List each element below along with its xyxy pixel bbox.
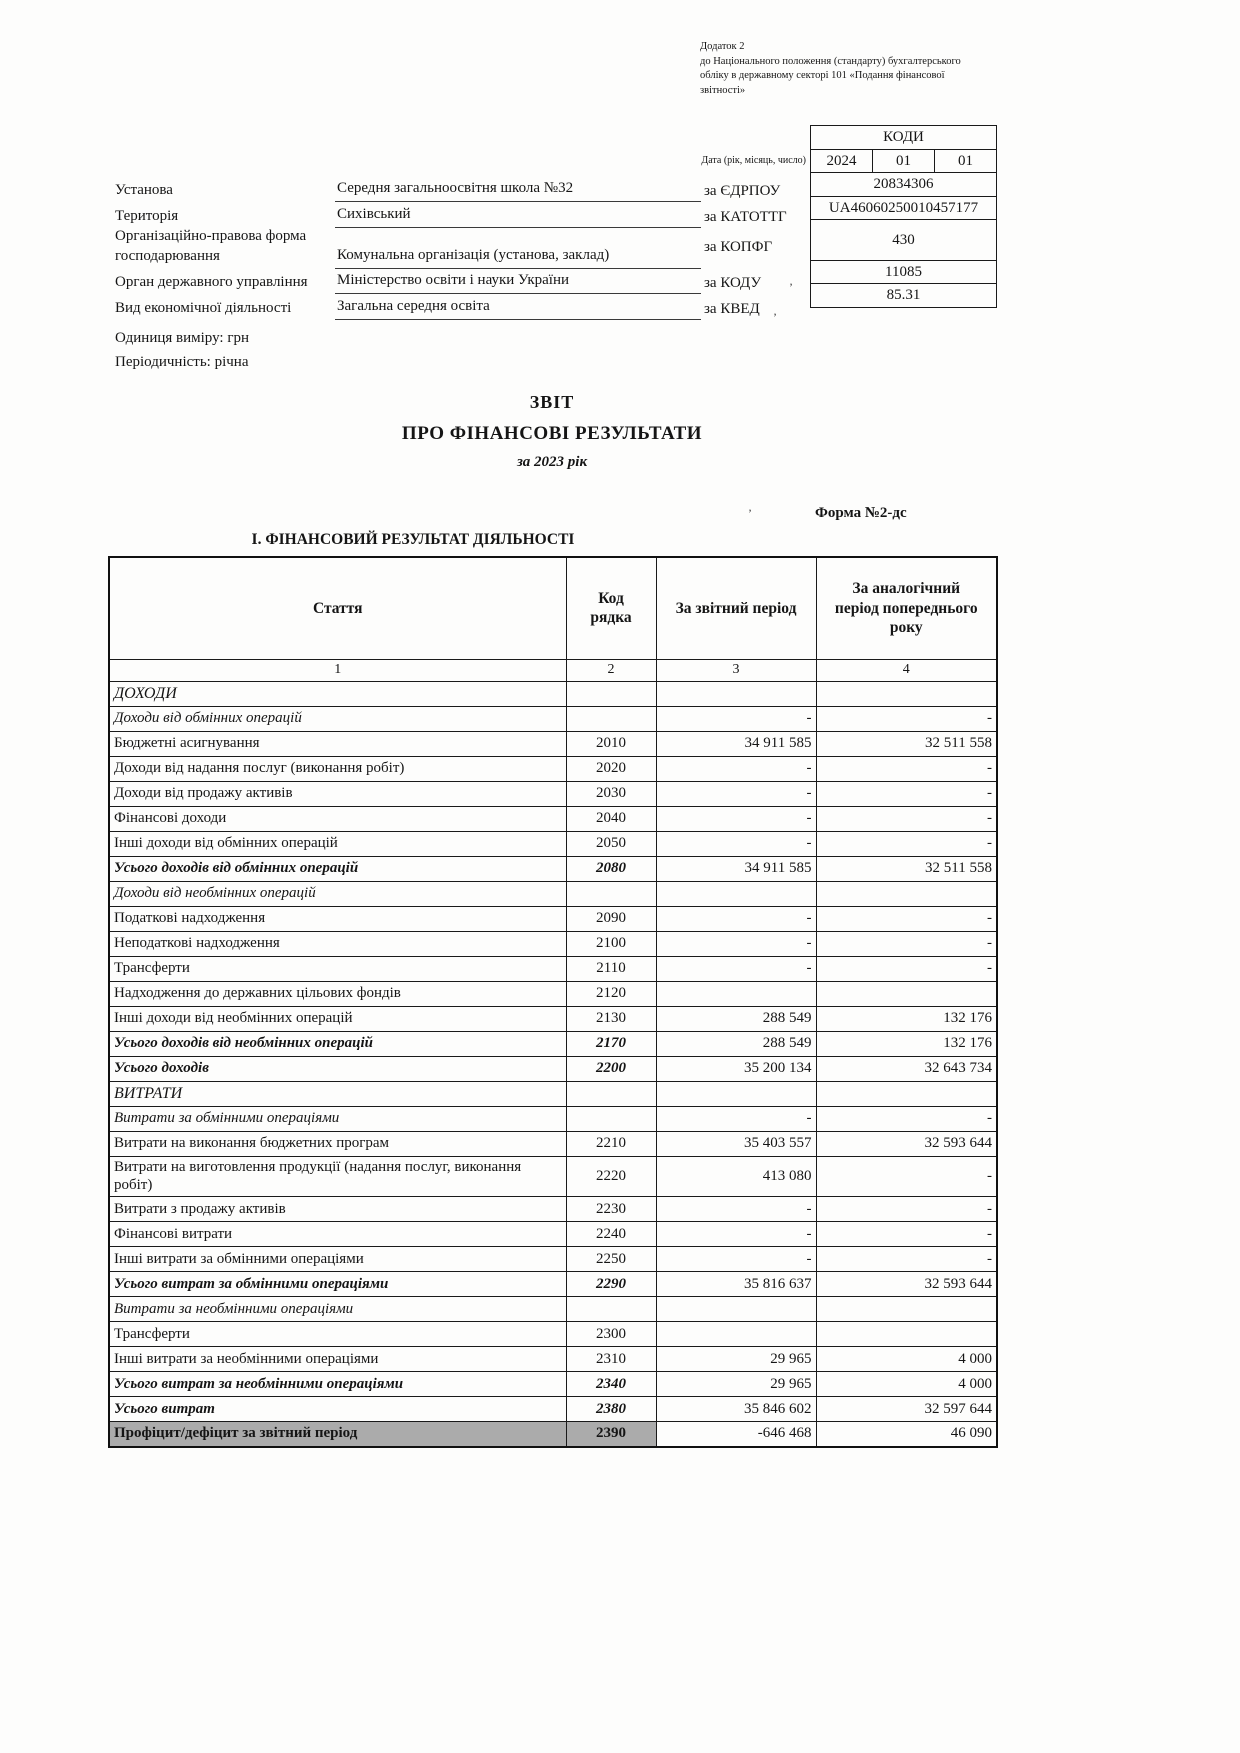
cell-stattia: Трансферти — [109, 1322, 566, 1347]
cell-code: 2250 — [566, 1247, 656, 1272]
column-number-row — [109, 659, 997, 681]
cell-code: 2380 — [566, 1397, 656, 1422]
field-value-orhan: Міністерство освіти і науки України — [335, 272, 701, 294]
cell-code — [566, 706, 656, 731]
cell-code: 2220 — [566, 1156, 656, 1197]
cell-current-period: - — [656, 1222, 816, 1247]
field-value-vyd-diialnosti: Загальна середня освіта — [335, 298, 701, 320]
report-title-line2: ПРО ФІНАНСОВІ РЕЗУЛЬТАТИ — [401, 423, 703, 444]
date-label: Дата (рік, місяць, число) — [701, 155, 806, 166]
cell-previous-period: 32 593 644 — [816, 1131, 997, 1156]
cell-stattia: Усього доходів — [109, 1056, 566, 1081]
table-row — [109, 756, 997, 781]
appendix-note-line: Додаток 2 — [700, 41, 745, 52]
codes-column — [810, 125, 997, 308]
cell-code: 2010 — [566, 731, 656, 756]
report-title-period: за 2023 рік — [516, 454, 588, 470]
cell-previous-period: - — [816, 781, 997, 806]
cell-current-period: 35 200 134 — [656, 1056, 816, 1081]
table-row — [109, 1131, 997, 1156]
date-year: 2024 — [826, 152, 857, 169]
table-row — [109, 906, 997, 931]
kodu-code-value: 11085 — [810, 260, 997, 285]
col-number: 4 — [816, 659, 997, 681]
cell-code: 2200 — [566, 1056, 656, 1081]
cell-stattia: Бюджетні асигнування — [109, 731, 566, 756]
table-row — [109, 1422, 997, 1447]
form-number-label: Форма №2-дс — [815, 505, 907, 521]
cell-current-period — [656, 681, 816, 706]
cell-stattia: Інші доходи від необмінних операцій — [109, 1006, 566, 1031]
scan-artifact: ’ — [789, 280, 793, 294]
table-row — [109, 681, 997, 706]
katottg-code-value: UA46060250010457177 — [810, 196, 997, 221]
table-row — [109, 1397, 997, 1422]
cell-previous-period: - — [816, 706, 997, 731]
cell-current-period: 413 080 — [656, 1156, 816, 1197]
field-value-terytoriia: Сихівський — [335, 206, 701, 228]
financial-results-table — [108, 556, 998, 1448]
cell-code: 2080 — [566, 856, 656, 881]
cell-stattia: Витрати на виконання бюджетних програм — [109, 1131, 566, 1156]
cell-stattia: Інші витрати за обмінними операціями — [109, 1247, 566, 1272]
cell-previous-period: 46 090 — [816, 1422, 997, 1447]
table-row — [109, 781, 997, 806]
cell-previous-period: 32 511 558 — [816, 731, 997, 756]
field-value-ustanova: Середня загальноосвітня школа №32 — [335, 180, 701, 202]
cell-previous-period — [816, 881, 997, 906]
table-row — [109, 1347, 997, 1372]
header-code: Код рядка — [566, 557, 656, 659]
cell-previous-period: - — [816, 906, 997, 931]
cell-current-period: - — [656, 756, 816, 781]
cell-stattia: Трансферти — [109, 956, 566, 981]
col-number: 1 — [109, 659, 566, 681]
cell-current-period: 288 549 — [656, 1006, 816, 1031]
table-row — [109, 1222, 997, 1247]
section-title: І. ФІНАНСОВИЙ РЕЗУЛЬТАТ ДІЯЛЬНОСТІ — [251, 531, 575, 548]
field-value-orhform: Комунальна організація (установа, заклад) — [335, 247, 701, 269]
header-previous-period: За аналогічний період попереднього року — [816, 557, 997, 659]
cell-code: 2110 — [566, 956, 656, 981]
financial-table-body — [109, 681, 997, 1447]
cell-stattia: Усього витрат — [109, 1397, 566, 1422]
cell-code: 2100 — [566, 931, 656, 956]
cell-stattia: Усього доходів від обмінних операцій — [109, 856, 566, 881]
periodicity: Періодичність: річна — [115, 354, 249, 370]
cell-previous-period: 32 643 734 — [816, 1056, 997, 1081]
cell-code: 2230 — [566, 1197, 656, 1222]
cell-previous-period — [816, 1081, 997, 1106]
cell-stattia: Усього витрат за обмінними операціями — [109, 1272, 566, 1297]
cell-current-period: 35 846 602 — [656, 1397, 816, 1422]
cell-stattia: Неподаткові надходження — [109, 931, 566, 956]
cell-stattia: Інші доходи від обмінних операцій — [109, 831, 566, 856]
unit-of-measure: Одиниця виміру: грн — [115, 330, 249, 346]
cell-code: 2240 — [566, 1222, 656, 1247]
cell-stattia: Витрати за необмінними операціями — [109, 1297, 566, 1322]
cell-previous-period: 32 597 644 — [816, 1397, 997, 1422]
cell-current-period: - — [656, 931, 816, 956]
cell-previous-period — [816, 1322, 997, 1347]
cell-previous-period: 4 000 — [816, 1347, 997, 1372]
field-label-ustanova: Установа — [115, 182, 173, 198]
cell-current-period: 288 549 — [656, 1031, 816, 1056]
cell-code: 2120 — [566, 981, 656, 1006]
edrpou-code-value: 20834306 — [810, 172, 997, 197]
table-row — [109, 831, 997, 856]
cell-stattia: Усього доходів від необмінних операцій — [109, 1031, 566, 1056]
table-row — [109, 706, 997, 731]
table-row — [109, 1247, 997, 1272]
report-title-line1: ЗВІТ — [529, 392, 575, 412]
cell-code: 2300 — [566, 1322, 656, 1347]
cell-previous-period: - — [816, 756, 997, 781]
cell-previous-period: - — [816, 1197, 997, 1222]
cell-previous-period: - — [816, 831, 997, 856]
cell-code — [566, 881, 656, 906]
table-row — [109, 1197, 997, 1222]
table-row — [109, 956, 997, 981]
cell-previous-period — [816, 1297, 997, 1322]
field-label-terytoriia: Територія — [115, 208, 179, 224]
cell-stattia: Надходження до державних цільових фондів — [109, 981, 566, 1006]
cell-current-period: 35 403 557 — [656, 1131, 816, 1156]
cell-code: 2210 — [566, 1131, 656, 1156]
appendix-note-line: до Національного положення (стандарту) бухгалтерського — [700, 55, 961, 67]
cell-current-period: 29 965 — [656, 1347, 816, 1372]
cell-current-period: - — [656, 906, 816, 931]
cell-stattia: Фінансові доходи — [109, 806, 566, 831]
field-label-orhform: Організаційно-правова форма господарювання — [115, 228, 307, 265]
appendix-note-line: звітності» — [700, 85, 746, 97]
cell-previous-period — [816, 681, 997, 706]
cell-stattia: Витрати з продажу активів — [109, 1197, 566, 1222]
cell-previous-period: - — [816, 1156, 997, 1197]
table-row — [109, 1106, 997, 1131]
table-row — [109, 981, 997, 1006]
cell-current-period: - — [656, 1197, 816, 1222]
table-row — [109, 1081, 997, 1106]
cell-current-period: 35 816 637 — [656, 1272, 816, 1297]
cell-current-period: 29 965 — [656, 1372, 816, 1397]
table-row — [109, 1006, 997, 1031]
table-row — [109, 1156, 997, 1197]
cell-current-period — [656, 1297, 816, 1322]
cell-code — [566, 1106, 656, 1131]
appendix-note-line: обліку в державному секторі 101 «Подання фінансової — [700, 70, 945, 82]
cell-code: 2030 — [566, 781, 656, 806]
cell-code — [566, 1081, 656, 1106]
table-row — [109, 881, 997, 906]
scan-artifact: ’ — [773, 310, 777, 324]
cell-previous-period — [816, 981, 997, 1006]
cell-current-period — [656, 1081, 816, 1106]
cell-previous-period: - — [816, 806, 997, 831]
cell-current-period: - — [656, 781, 816, 806]
cell-stattia: Доходи від необмінних операцій — [109, 881, 566, 906]
cell-current-period — [656, 1322, 816, 1347]
cell-code: 2390 — [566, 1422, 656, 1447]
table-header-row — [109, 557, 997, 659]
code-label-edrpou: за ЄДРПОУ — [704, 183, 781, 199]
cell-current-period — [656, 981, 816, 1006]
cell-current-period: - — [656, 1247, 816, 1272]
cell-code: 2340 — [566, 1372, 656, 1397]
code-label-kopfg: за КОПФГ — [704, 239, 773, 255]
col-number: 2 — [566, 659, 656, 681]
cell-current-period: - — [656, 1106, 816, 1131]
cell-stattia: Доходи від надання послуг (виконання робіт) — [109, 756, 566, 781]
date-month: 01 — [872, 150, 934, 173]
header-stattia: Стаття — [109, 557, 566, 659]
cell-stattia: Доходи від обмінних операцій — [109, 706, 566, 731]
cell-stattia: Інші витрати за необмінними операціями — [109, 1347, 566, 1372]
field-label-orhan: Орган державного управління — [115, 274, 308, 290]
code-label-katottg: за КАТОТТГ — [704, 209, 787, 225]
cell-previous-period: - — [816, 931, 997, 956]
col-number: 3 — [656, 659, 816, 681]
cell-stattia: Фінансові витрати — [109, 1222, 566, 1247]
table-row — [109, 1056, 997, 1081]
cell-code: 2290 — [566, 1272, 656, 1297]
cell-current-period: - — [656, 706, 816, 731]
codes-title: КОДИ — [810, 125, 997, 150]
date-day: 01 — [934, 150, 996, 173]
appendix-note — [700, 40, 1010, 99]
table-row — [109, 1297, 997, 1322]
report-title — [108, 392, 996, 471]
cell-previous-period: 132 176 — [816, 1031, 997, 1056]
cell-code: 2090 — [566, 906, 656, 931]
cell-code: 2020 — [566, 756, 656, 781]
cell-code: 2050 — [566, 831, 656, 856]
cell-stattia: Профіцит/дефіцит за звітний період — [109, 1422, 566, 1447]
cell-current-period — [656, 881, 816, 906]
table-row — [109, 1322, 997, 1347]
kopfg-code-value: 430 — [810, 219, 997, 261]
cell-current-period: - — [656, 831, 816, 856]
cell-stattia: Доходи від продажу активів — [109, 781, 566, 806]
cell-stattia: Усього витрат за необмінними операціями — [109, 1372, 566, 1397]
cell-current-period: -646 468 — [656, 1422, 816, 1447]
table-row — [109, 931, 997, 956]
date-row — [810, 149, 997, 174]
table-row — [109, 1031, 997, 1056]
cell-previous-period: - — [816, 956, 997, 981]
cell-previous-period: 4 000 — [816, 1372, 997, 1397]
cell-previous-period: 132 176 — [816, 1006, 997, 1031]
table-row — [109, 1372, 997, 1397]
code-label-kved: за КВЕД — [704, 301, 760, 317]
cell-previous-period: 32 593 644 — [816, 1272, 997, 1297]
cell-previous-period: - — [816, 1106, 997, 1131]
field-label-vyd-diialnosti: Вид економічної діяльності — [115, 300, 292, 316]
cell-current-period: - — [656, 806, 816, 831]
cell-stattia: ДОХОДИ — [109, 681, 566, 706]
cell-stattia: ВИТРАТИ — [109, 1081, 566, 1106]
cell-current-period: 34 911 585 — [656, 856, 816, 881]
cell-previous-period: - — [816, 1247, 997, 1272]
cell-code: 2040 — [566, 806, 656, 831]
cell-current-period: - — [656, 956, 816, 981]
header-current-period: За звітний період — [656, 557, 816, 659]
cell-stattia: Витрати за обмінними операціями — [109, 1106, 566, 1131]
table-row — [109, 1272, 997, 1297]
table-row — [109, 856, 997, 881]
cell-previous-period: 32 511 558 — [816, 856, 997, 881]
scan-artifact: ’ — [748, 506, 752, 520]
cell-stattia: Податкові надходження — [109, 906, 566, 931]
cell-previous-period: - — [816, 1222, 997, 1247]
cell-code: 2310 — [566, 1347, 656, 1372]
cell-code — [566, 681, 656, 706]
cell-code: 2130 — [566, 1006, 656, 1031]
cell-code — [566, 1297, 656, 1322]
cell-stattia: Витрати на виготовлення продукції (надання послуг, виконання робіт) — [109, 1156, 566, 1197]
table-row — [109, 806, 997, 831]
kved-code-value: 85.31 — [810, 283, 997, 308]
table-row — [109, 731, 997, 756]
code-label-kodu: за КОДУ — [704, 275, 762, 291]
cell-current-period: 34 911 585 — [656, 731, 816, 756]
cell-code: 2170 — [566, 1031, 656, 1056]
